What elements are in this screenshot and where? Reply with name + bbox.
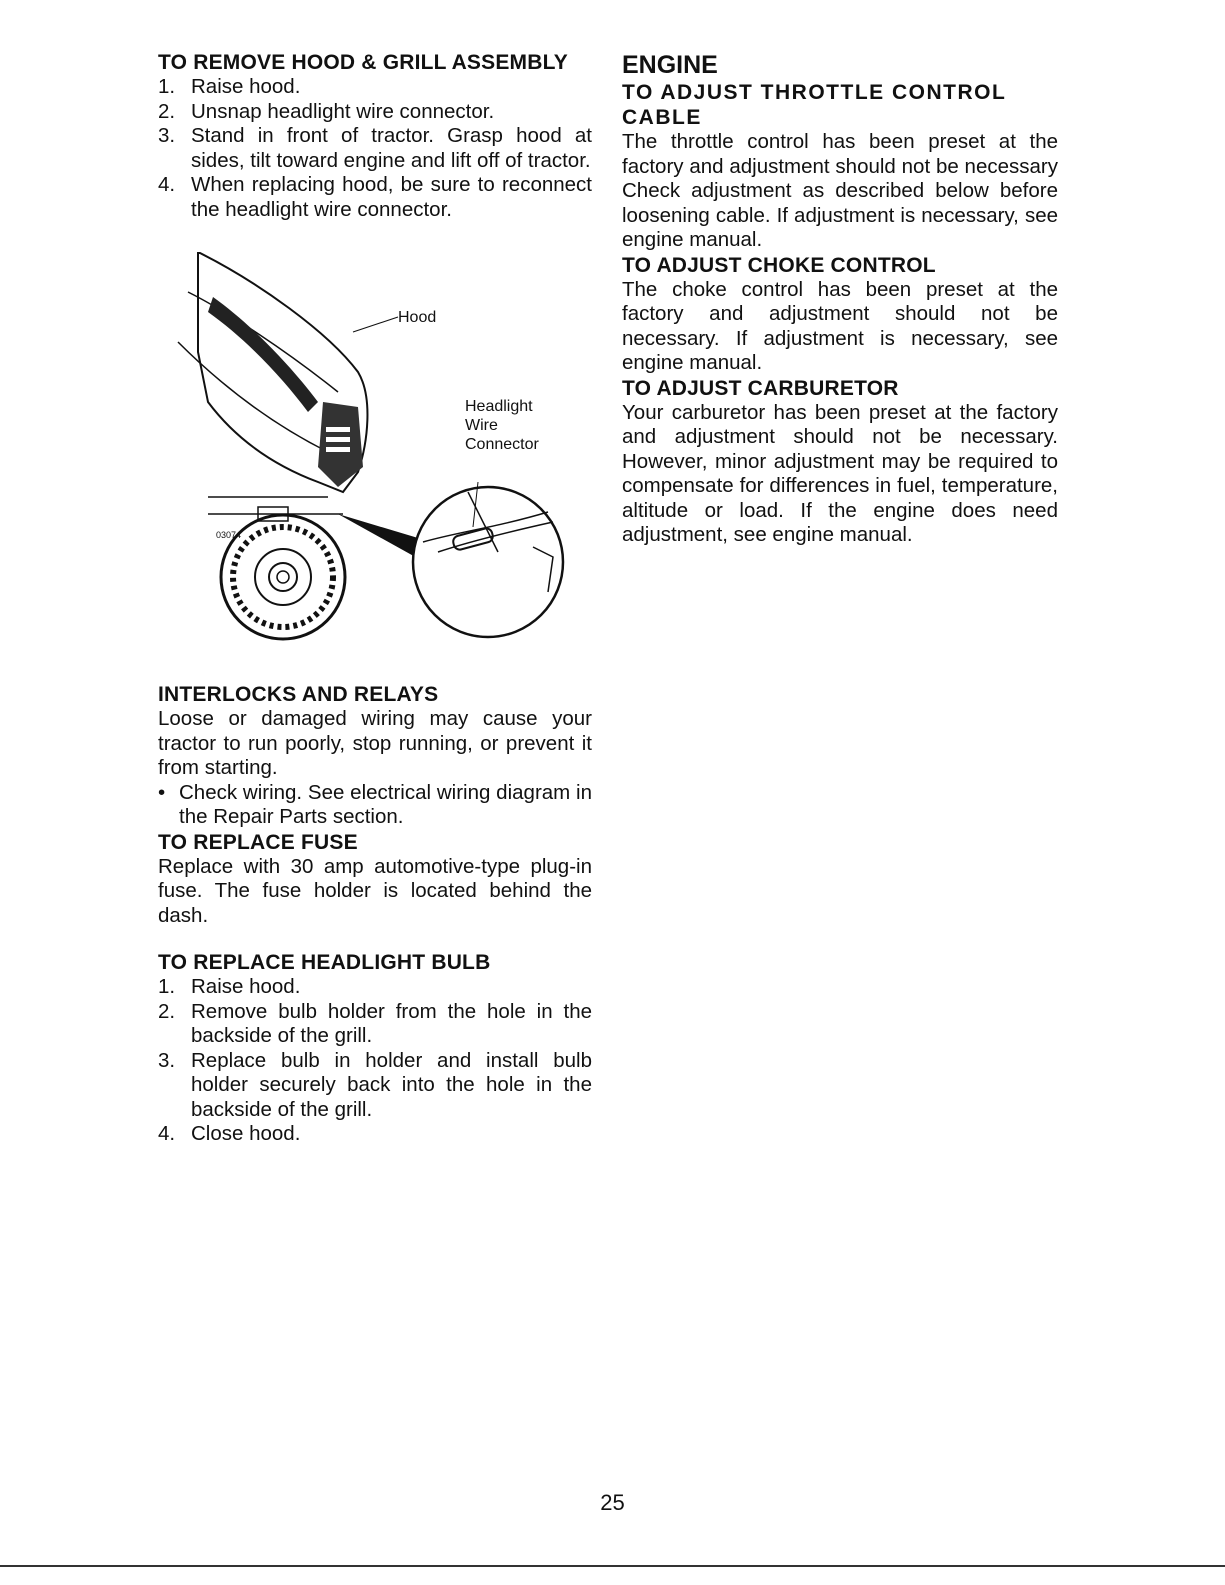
step-text: Unsnap headlight wire connector. bbox=[191, 99, 495, 123]
choke-text: The choke control has been preset at the factory and adjustment should not be necessary. If adjustment is necessary, see engine manual. bbox=[622, 277, 1058, 374]
list-item bbox=[158, 1122, 592, 1147]
step-text: Replace bulb in holder and install bulb holder securely back into the hole in the backside of the grill. bbox=[191, 1048, 592, 1121]
step-text: Close hood. bbox=[191, 1122, 301, 1145]
fuse-heading: TO REPLACE FUSE bbox=[158, 830, 358, 854]
connector-label-line-2: Wire bbox=[465, 417, 498, 434]
figure-code: 03074 bbox=[216, 530, 242, 540]
hood-label: Hood bbox=[398, 309, 437, 326]
hood-removal-heading: TO REMOVE HOOD & GRILL ASSEMBLY bbox=[158, 51, 568, 74]
connector-label-line-3: Connector bbox=[465, 436, 539, 453]
page-number: 25 bbox=[600, 1490, 625, 1515]
step-text: Remove bulb holder from the hole in the backside of the grill. bbox=[191, 999, 592, 1047]
step-number: 1. bbox=[158, 975, 176, 998]
connector-label-line-1: Headlight bbox=[465, 398, 533, 415]
step-number: 3. bbox=[158, 124, 176, 147]
tractor-hood-illustration bbox=[168, 252, 588, 662]
right-column bbox=[622, 50, 1058, 548]
step-number: 2. bbox=[158, 99, 176, 123]
hood-removal-steps bbox=[158, 75, 592, 222]
interlocks-bullets bbox=[158, 781, 592, 830]
interlocks-text: Loose or damaged wiring may cause your tractor to run poorly, stop running, or prevent it from starting. bbox=[158, 707, 592, 779]
step-number: 1. bbox=[158, 75, 176, 98]
list-item bbox=[158, 975, 592, 1000]
engine-heading: ENGINE bbox=[622, 51, 718, 79]
step-text: Raise hood. bbox=[191, 975, 301, 998]
step-text: Raise hood. bbox=[191, 75, 301, 98]
step-number: 4. bbox=[158, 1122, 176, 1145]
list-item bbox=[158, 75, 592, 100]
throttle-text: The throttle control has been preset at the factory and adjustment should not be necessary Check adjustment as described below before loosening cable. If adjustment is necessary, see engine manual. bbox=[622, 130, 1058, 251]
list-item bbox=[158, 1049, 592, 1123]
fuse-text: Replace with 30 amp automotive-type plug-in fuse. The fuse holder is located behind the dash. bbox=[158, 854, 592, 927]
choke-heading: TO ADJUST CHOKE CONTROL bbox=[622, 253, 936, 277]
step-number: 2. bbox=[158, 999, 176, 1023]
step-number: 4. bbox=[158, 173, 176, 196]
headlight-bulb-steps bbox=[158, 975, 592, 1147]
left-column bbox=[158, 50, 592, 1147]
headlight-bulb-heading: TO REPLACE HEADLIGHT BULB bbox=[158, 951, 491, 974]
list-item bbox=[158, 1000, 592, 1049]
step-text: When replacing hood, be sure to reconnect the headlight wire connector. bbox=[191, 173, 592, 221]
throttle-heading: TO ADJUST THROTTLE CONTROL CABLE bbox=[622, 81, 1006, 129]
interlocks-heading: INTERLOCKS AND RELAYS bbox=[158, 683, 439, 706]
list-item bbox=[158, 124, 592, 173]
list-item bbox=[158, 100, 592, 125]
hood-figure bbox=[168, 252, 588, 662]
carburetor-text: Your carburetor has been preset at the factory and adjustment should not be necessary. However, minor adjustment may be required to compensate for differences in fuel, temperature, altitude or load. If the engine does need adjustment, see engine manual. bbox=[622, 400, 1058, 546]
step-text: Stand in front of tractor. Grasp hood at sides, tilt toward engine and lift off of tractor. bbox=[191, 124, 592, 172]
list-item: • Check wiring. See electrical wiring diagram in the Repair Parts section. bbox=[158, 780, 592, 828]
bottom-rule bbox=[0, 1565, 1225, 1567]
step-number: 3. bbox=[158, 1048, 176, 1072]
bullet-text: Check wiring. See electrical wiring diagram in the Repair Parts section. bbox=[179, 780, 592, 828]
list-item bbox=[158, 173, 592, 222]
carburetor-heading: TO ADJUST CARBURETOR bbox=[622, 376, 899, 400]
